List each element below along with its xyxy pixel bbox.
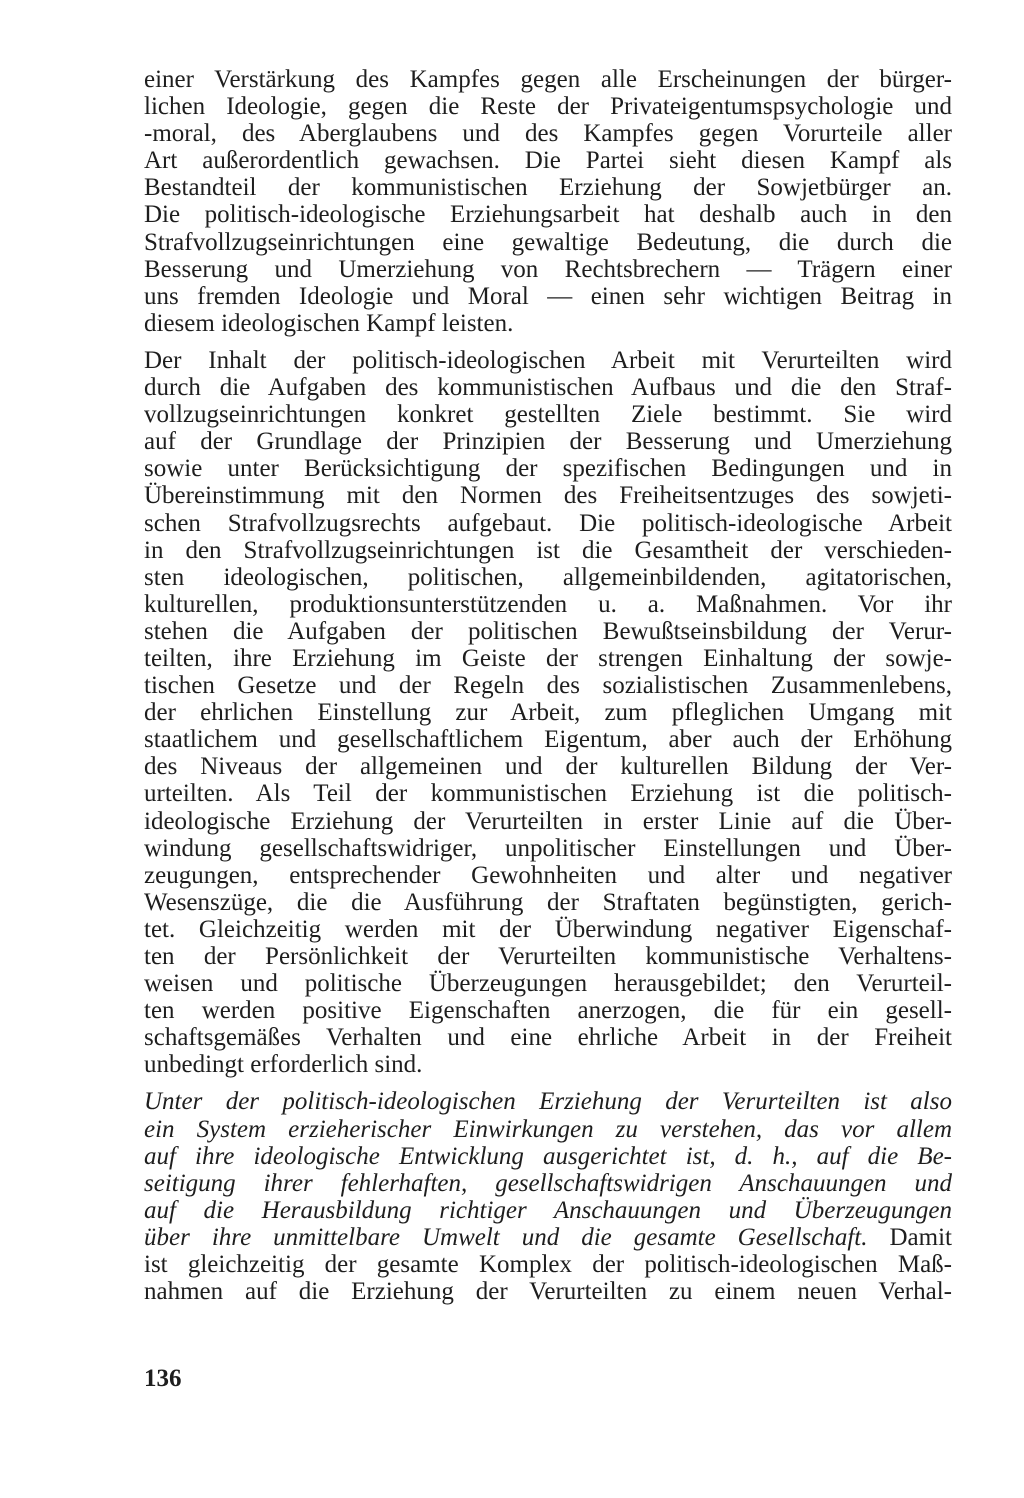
text-line: tet. Gleichzeitig werden mit der Überwindung negativer Eigenschaf- <box>144 915 952 943</box>
text-line: in den Strafvollzugseinrichtungen ist die Gesamtheit der verschieden- <box>144 536 952 564</box>
text-line: Übereinstimmung mit den Normen des Freiheitsentzuges des sowjeti- <box>144 482 952 510</box>
text-line: ideologische Erziehung der Verurteilten in erster Linie auf die Über- <box>144 807 952 835</box>
text-line: -moral, des Aberglaubens und des Kampfes gegen Vorurteile aller <box>144 120 952 148</box>
paragraph-2 <box>144 347 952 1079</box>
normal-segment: Damit <box>867 1223 952 1251</box>
text-line: schen Strafvollzugsrechts aufgebaut. Die politisch-ideologische Arbeit <box>144 509 952 537</box>
text-line: ten der Persönlichkeit der Verurteilten kommunistische Verhaltens- <box>144 943 952 970</box>
text-line: durch die Aufgaben des kommunistischen Aufbaus und die den Straf- <box>144 374 952 402</box>
italic-text-line: Unter der politisch-ideologischen Erziehung der Verurteilten ist also <box>144 1088 952 1116</box>
page-number: 136 <box>144 1365 182 1392</box>
paragraph-gap <box>144 1078 952 1088</box>
text-line: Art außerordentlich gewachsen. Die Partei sieht diesen Kampf als <box>144 147 952 175</box>
text-line: lichen Ideologie, gegen die Reste der Privateigentumspsychologie und <box>144 93 952 121</box>
text-line: nahmen auf die Erziehung der Verurteilten zu einem neuen Verhal- <box>144 1278 952 1306</box>
mixed-text-line <box>144 1224 952 1251</box>
text-line: ten werden positive Eigenschaften anerzogen, die für ein gesell- <box>144 997 952 1025</box>
text-line: auf der Grundlage der Prinzipien der Besserung und Umerziehung <box>144 428 952 456</box>
text-line: Bestandteil der kommunistischen Erziehung der Sowjetbürger an. <box>144 174 952 202</box>
text-line: teilten, ihre Erziehung im Geiste der strengen Einhaltung der sowje- <box>144 644 952 672</box>
page-body <box>144 66 952 1305</box>
text-line: Die politisch-ideologische Erziehungsarbeit hat deshalb auch in den <box>144 201 952 229</box>
italic-segment: über ihre unmittelbare Umwelt und die gesamte Gesellschaft. <box>144 1223 868 1251</box>
text-line: der ehrlichen Einstellung zur Arbeit, zum pfleglichen Umgang mit <box>144 699 952 727</box>
text-line: sowie unter Berücksichtigung der spezifischen Bedingungen und in <box>144 455 952 483</box>
text-line: Der Inhalt der politisch-ideologischen Arbeit mit Verurteilten wird <box>144 346 952 374</box>
text-line: sten ideologischen, politischen, allgemeinbildenden, agitatorischen, <box>144 563 952 591</box>
paragraph-gap <box>144 337 952 347</box>
text-line: zeugungen, entsprechender Gewohnheiten und alter und negativer <box>144 861 952 889</box>
text-line: stehen die Aufgaben der politischen Bewußtseinsbildung der Verur- <box>144 617 952 645</box>
italic-text-line: auf ihre ideologische Entwicklung ausgerichtet ist, d. h., auf die Be- <box>144 1142 952 1170</box>
paragraph-3 <box>144 1088 952 1305</box>
text-line: windung gesellschaftswidriger, unpolitischer Einstellungen und Über- <box>144 834 952 862</box>
text-line: vollzugseinrichtungen konkret gestellten Ziele bestimmt. Sie wird <box>144 401 952 429</box>
italic-text-line: seitigung ihrer fehlerhaften, gesellschaftswidrigen Anschauungen und <box>144 1169 952 1197</box>
paragraph-1 <box>144 66 952 337</box>
text-line: uns fremden Ideologie und Moral — einen sehr wichtigen Beitrag in <box>144 282 952 310</box>
italic-text-line: auf die Herausbildung richtiger Anschauungen und Überzeugungen <box>144 1196 952 1224</box>
text-line: Strafvollzugseinrichtungen eine gewaltige Bedeutung, die durch die <box>144 228 952 256</box>
text-line: tischen Gesetze und der Regeln des sozialistischen Zusammenlebens, <box>144 672 952 700</box>
text-line: staatlichem und gesellschaftlichem Eigentum, aber auch der Erhöhung <box>144 726 952 754</box>
text-line: des Niveaus der allgemeinen und der kulturellen Bildung der Ver- <box>144 753 952 781</box>
text-line: schaftsgemäßes Verhalten und eine ehrliche Arbeit in der Freiheit <box>144 1024 952 1052</box>
italic-text-line: ein System erzieherischer Einwirkungen zu verstehen, das vor allem <box>144 1115 952 1143</box>
text-line: diesem ideologischen Kampf leisten. <box>144 309 514 337</box>
text-line: weisen und politische Überzeugungen herausgebildet; den Verurteil- <box>144 970 952 998</box>
text-line: kulturellen, produktionsunterstützenden u. a. Maßnahmen. Vor ihr <box>144 590 952 618</box>
text-line: ist gleichzeitig der gesamte Komplex der politisch-ideologischen Maß- <box>144 1251 952 1279</box>
text-line: urteilten. Als Teil der kommunistischen Erziehung ist die politisch- <box>144 780 952 808</box>
text-line: unbedingt erforderlich sind. <box>144 1051 423 1079</box>
text-line: Wesenszüge, die die Ausführung der Straftaten begünstigten, gerich- <box>144 888 952 916</box>
text-line: Besserung und Umerziehung von Rechtsbrechern — Trägern einer <box>144 255 952 283</box>
text-line: einer Verstärkung des Kampfes gegen alle Erscheinungen der bürger- <box>144 66 952 93</box>
